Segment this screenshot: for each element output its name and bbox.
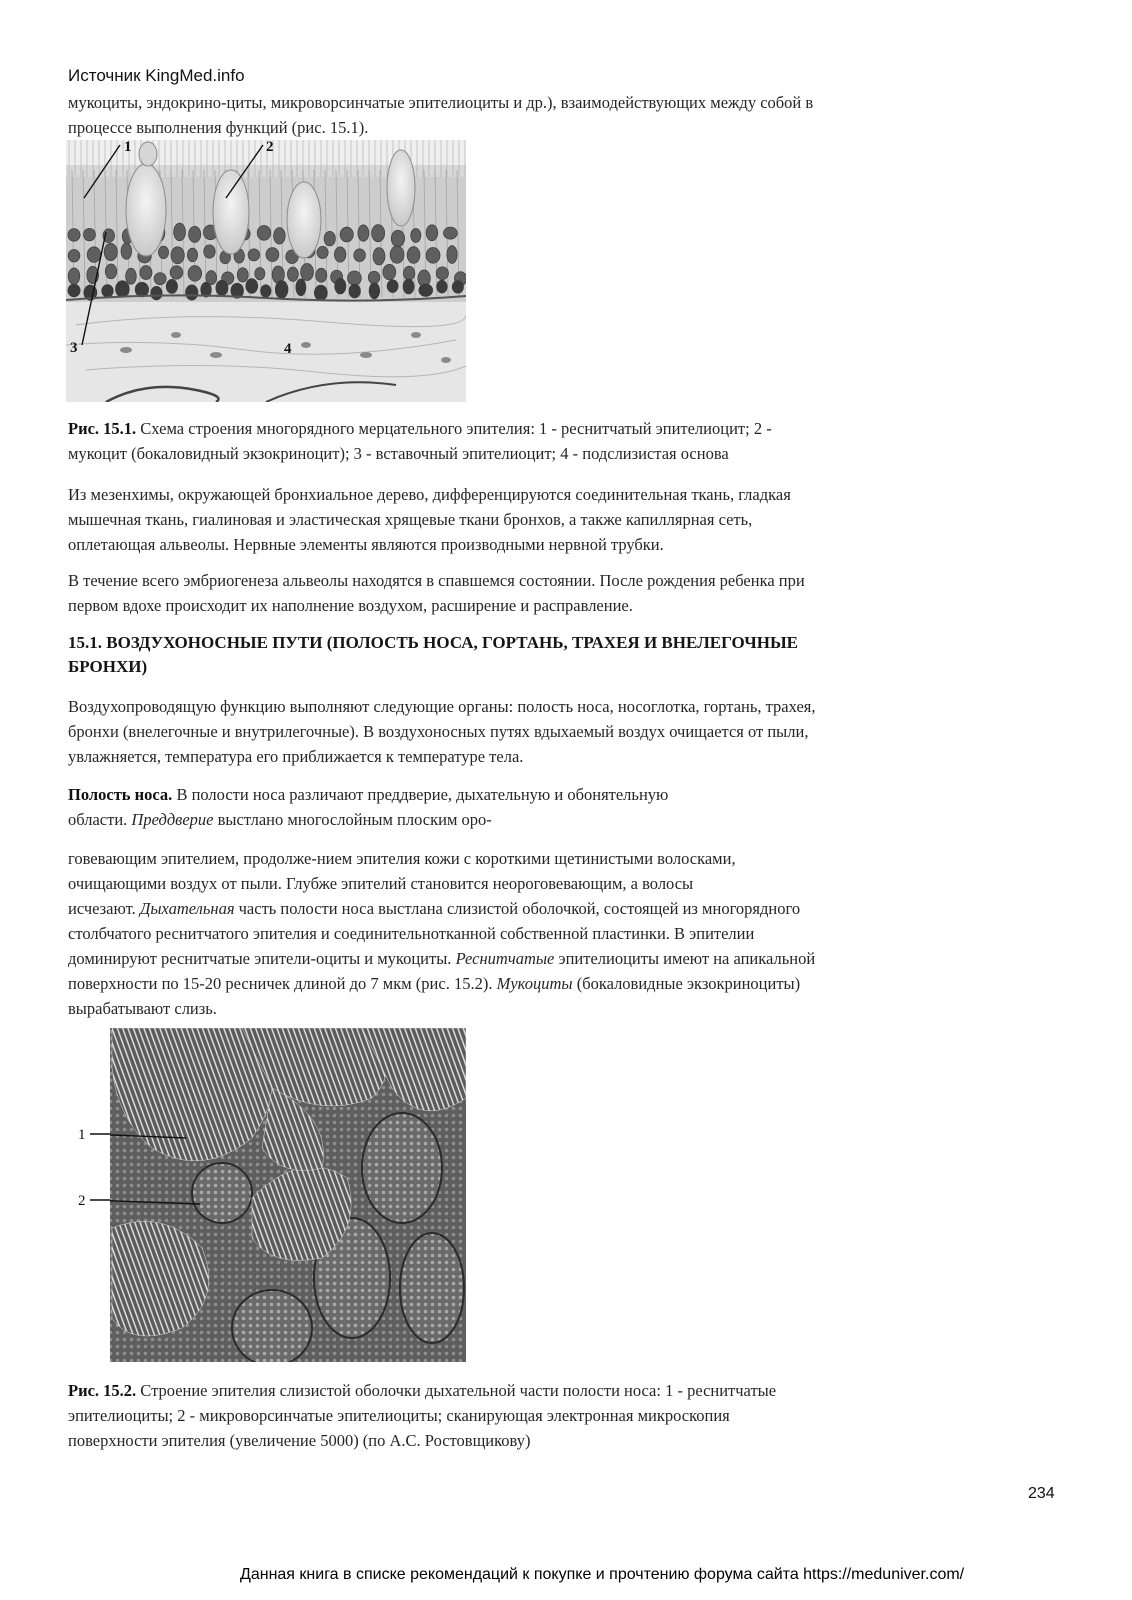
paragraph-line: Из мезенхимы, окружающей бронхиальное дерево, дифференцируются соединительная ткань, гладкая: [68, 485, 791, 504]
figure-label: 3: [70, 340, 78, 356]
term-italic: Мукоциты: [496, 974, 573, 993]
caption-text: поверхности эпителия (увеличение 5000) (по А.С. Ростовщикову): [68, 1431, 531, 1450]
paragraph-line: говевающим эпителием, продолже-нием эпителия кожи с короткими щетинистыми волосками,: [68, 849, 736, 868]
paragraph-text: поверхности по 15-20 ресничек длиной до 7 мкм (рис. 15.2).: [68, 974, 497, 993]
caption-text: эпителиоциты; 2 - микроворсинчатые эпителиоциты; сканирующая электронная микроскопия: [68, 1406, 730, 1425]
paragraph-line: вырабатывают слизь.: [68, 999, 217, 1018]
paragraph-line: оплетающая альвеолы. Нервные элементы являются производными нервной трубки.: [68, 535, 664, 554]
figure-15-1-image: [66, 140, 466, 402]
caption-text: Строение эпителия слизистой оболочки дыхательной части полости носа: 1 - реснитчатые: [136, 1381, 777, 1400]
paragraph-line: очищающими воздух от пыли. Глубже эпителий становится неороговевающим, а волосы: [68, 874, 694, 893]
paragraph-line: мышечная ткань, гиалиновая и эластическая хрящевые ткани бронхов, а также капиллярная сеть,: [68, 510, 753, 529]
figure-15-2-image: [72, 1028, 466, 1362]
figure-label: 2: [266, 140, 274, 155]
paragraph-line: столбчатого реснитчатого эпителия и соединительнотканной собственной пластинки. В эпителии: [68, 924, 755, 943]
intro-paragraph: [68, 90, 1066, 140]
paragraph-line: первом вдохе происходит их наполнение воздухом, расширение и расправление.: [68, 596, 633, 615]
caption-label: Рис. 15.1.: [68, 419, 137, 438]
paragraph-text: эпителиоциты имеют на апикальной: [554, 949, 816, 968]
figure-label: 2: [78, 1193, 86, 1209]
nose-paragraph-continued: [68, 846, 1066, 1021]
term-italic: Реснитчатые: [455, 949, 555, 968]
paragraph-line: увлажняется, температура его приближается к температуре тела.: [68, 747, 524, 766]
paragraph-text: области.: [68, 810, 132, 829]
embryo-paragraph: [68, 568, 1066, 618]
paragraph-text: В полости носа различают преддверие, дыхательную и обонятельную: [172, 785, 669, 804]
epithelium-illustration: [66, 140, 466, 402]
page-number: 234: [1028, 1485, 1055, 1502]
nose-paragraph: [68, 782, 1066, 832]
figure-15-1-caption: [68, 416, 1066, 466]
term-bold: Полость носа.: [68, 785, 173, 804]
paragraph-text: исчезают.: [68, 899, 140, 918]
paragraph-text: часть полости носа выстлана слизистой оболочкой, состоящей из многорядного: [234, 899, 801, 918]
term-italic: Преддверие: [131, 810, 214, 829]
section-heading: [68, 631, 1068, 679]
heading-line: 15.1. ВОЗДУХОНОСНЫЕ ПУТИ (ПОЛОСТЬ НОСА, ГОРТАНЬ, ТРАХЕЯ И ВНЕЛЕГОЧНЫЕ: [68, 633, 799, 652]
paragraph-line: Воздухопроводящую функцию выполняют следующие органы: полость носа, носоглотка, гортань, трахея,: [68, 697, 816, 716]
figure-15-2-caption: [68, 1378, 1066, 1453]
mesenchyme-paragraph: [68, 482, 1066, 557]
caption-text: мукоцит (бокаловидный экзокриноцит); 3 - вставочный эпителиоцит; 4 - подслизистая основа: [68, 444, 729, 463]
term-italic: Дыхательная: [139, 899, 235, 918]
paragraph-text: (бокаловидные экзокриноциты): [572, 974, 801, 993]
airways-paragraph: [68, 694, 1066, 769]
paragraph-text: выстлано многослойным плоским оро-: [213, 810, 492, 829]
figure-label: 1: [124, 140, 132, 155]
sem-micrograph: [72, 1028, 466, 1362]
source-header: Источник KingMed.info: [68, 66, 245, 85]
heading-line: БРОНХИ): [68, 657, 148, 676]
intro-line: мукоциты, эндокрино-циты, микроворсинчатые эпителиоциты и др.), взаимодействующих между собой в: [68, 93, 814, 112]
paragraph-line: В течение всего эмбриогенеза альвеолы находятся в спавшемся состоянии. После рождения ребенка при: [68, 571, 805, 590]
figure-label: 1: [78, 1127, 86, 1143]
paragraph-text: доминируют реснитчатые эпители-оциты и мукоциты.: [68, 949, 456, 968]
caption-label: Рис. 15.2.: [68, 1381, 137, 1400]
caption-text: Схема строения многорядного мерцательного эпителия: 1 - реснитчатый эпителиоцит; 2 -: [140, 419, 772, 438]
footer-note: Данная книга в списке рекомендаций к покупке и прочтению форума сайта https://meduniver.com/: [240, 1566, 965, 1583]
figure-label: 4: [284, 341, 292, 357]
intro-line: процессе выполнения функций (рис. 15.1).: [68, 118, 369, 137]
paragraph-line: бронхи (внелегочные и внутрилегочные). В воздухоносных путях вдыхаемый воздух очищается от пыли,: [68, 722, 809, 741]
